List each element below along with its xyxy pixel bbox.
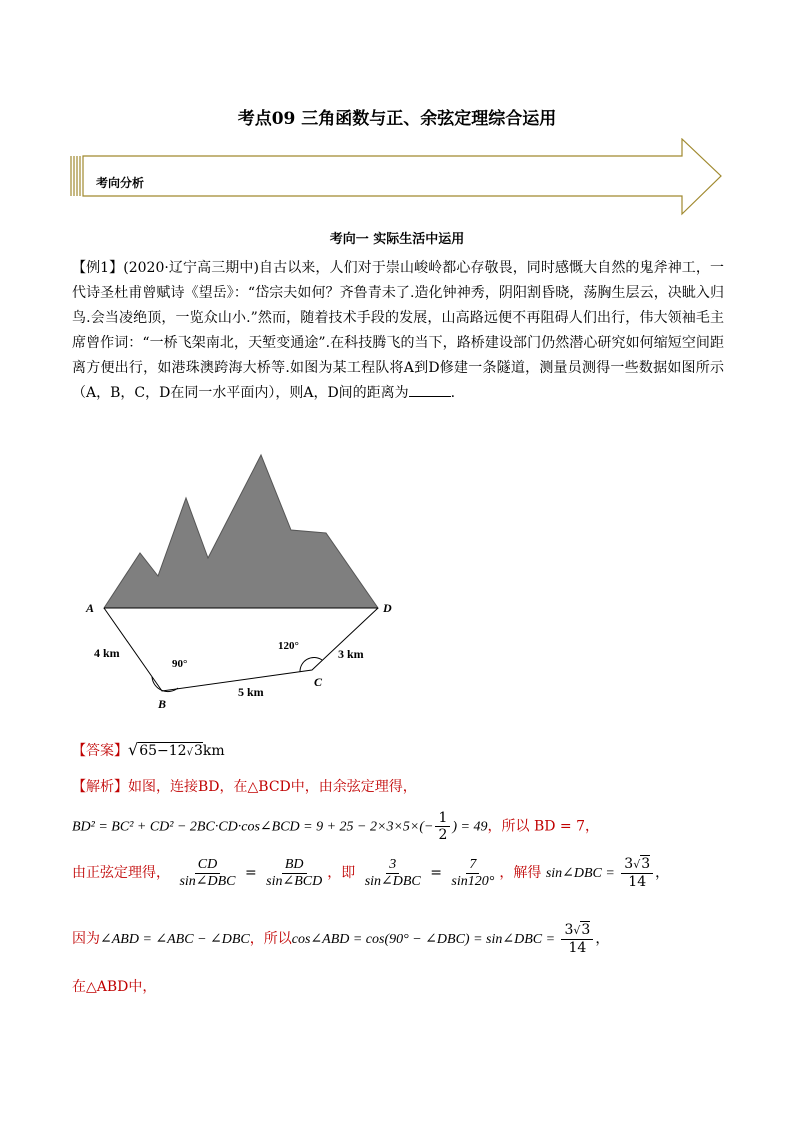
banner-label: 考向分析 xyxy=(96,176,145,190)
solution-intro: 如图，连接BD，在△BCD中，由余弦定理得， xyxy=(128,779,417,795)
banner-arrow xyxy=(70,138,724,218)
example-end: . xyxy=(450,385,456,401)
answer-line xyxy=(72,740,225,760)
label-A: A xyxy=(86,601,95,615)
label-cd: 3 km xyxy=(338,647,364,661)
answer-tag: 【答案】 xyxy=(72,743,128,759)
section-heading: 考向一 实际生活中运用 xyxy=(329,232,465,247)
label-ab: 4 km xyxy=(94,646,120,660)
mountain-figure xyxy=(78,448,408,720)
example-text: 自古以来，人们对于崇山峻岭都心存敬畏，同时感慨大自然的鬼斧神工，一代诗圣杜甫曾赋诗《望岳》：“岱宗夫如何？齐鲁青未了.造化钟神秀，阴阳割昏晓，荡胸生层云，决眦入归鸟.会当凌绝顶，一览众山小.”然而，随着技术手段的发展，山高路远便不再阻碍人们出行，伟大领袖毛主席曾作词：“一桥飞架南北，天堑变通途”.在科技腾飞的当下，路桥建设部门仍然潜心研究如何缩短空间距离方便出行，如港珠澳跨海大桥等.如图为某工程队将A到D修建一条隧道，测量员测得一些数据如图所示（A，B，C，D在同一水平面内），则A，D间的距离为 xyxy=(72,260,724,401)
angle-equation: 因为∠ABD = ∠ABC − ∠DBC，所以cos∠ABD = cos(90° − ∠DBC) = sin∠DBC = $\frac{3√3}{14}$ ， xyxy=(72,922,610,956)
answer-unit: km xyxy=(202,743,225,759)
label-C: C xyxy=(314,675,323,689)
answer-radicand: 65−12√3 xyxy=(139,743,203,759)
sine-equation: 由正弦定理得， $\frac{CD}{\text{sin∠DBC}}$ = $\frac{BD}{\text{sin∠BCD}}$ ，即 $\frac{3}{\text{sin∠DBC}}$ = $\frac{7}{\sin 120^\circ}$ ，解得 sin∠DBC = $\frac{3√3}{14}$ ， xyxy=(72,856,670,890)
page-title: 考点09 三角函数与正、余弦定理综合运用 xyxy=(237,109,557,129)
solution-intro-line xyxy=(72,776,417,796)
example-tag: 【例1】 xyxy=(72,260,124,276)
example-paragraph xyxy=(72,256,724,406)
label-B: B xyxy=(158,697,167,711)
mountain-shape xyxy=(104,455,378,608)
label-angle-C: 120° xyxy=(278,640,299,652)
label-D: D xyxy=(383,601,392,615)
solution-tag: 【解析】 xyxy=(72,779,128,795)
label-bc: 5 km xyxy=(238,685,264,699)
cosine-equation: BD² = BC² + CD² − 2BC·CD·cos∠BCD = 9 + 25 − 2×3×5×(− $\frac{1}{2}$ ) = 49，所以 BD = 7， xyxy=(72,810,600,843)
path-ABCD xyxy=(104,608,378,691)
example-source: (2020·辽宁高三期中) xyxy=(123,260,259,276)
answer-blank xyxy=(409,384,451,397)
last-line: 在△ABD中， xyxy=(72,979,157,995)
label-angle-B: 90° xyxy=(172,658,188,670)
sqrt-icon: √ xyxy=(128,740,139,759)
